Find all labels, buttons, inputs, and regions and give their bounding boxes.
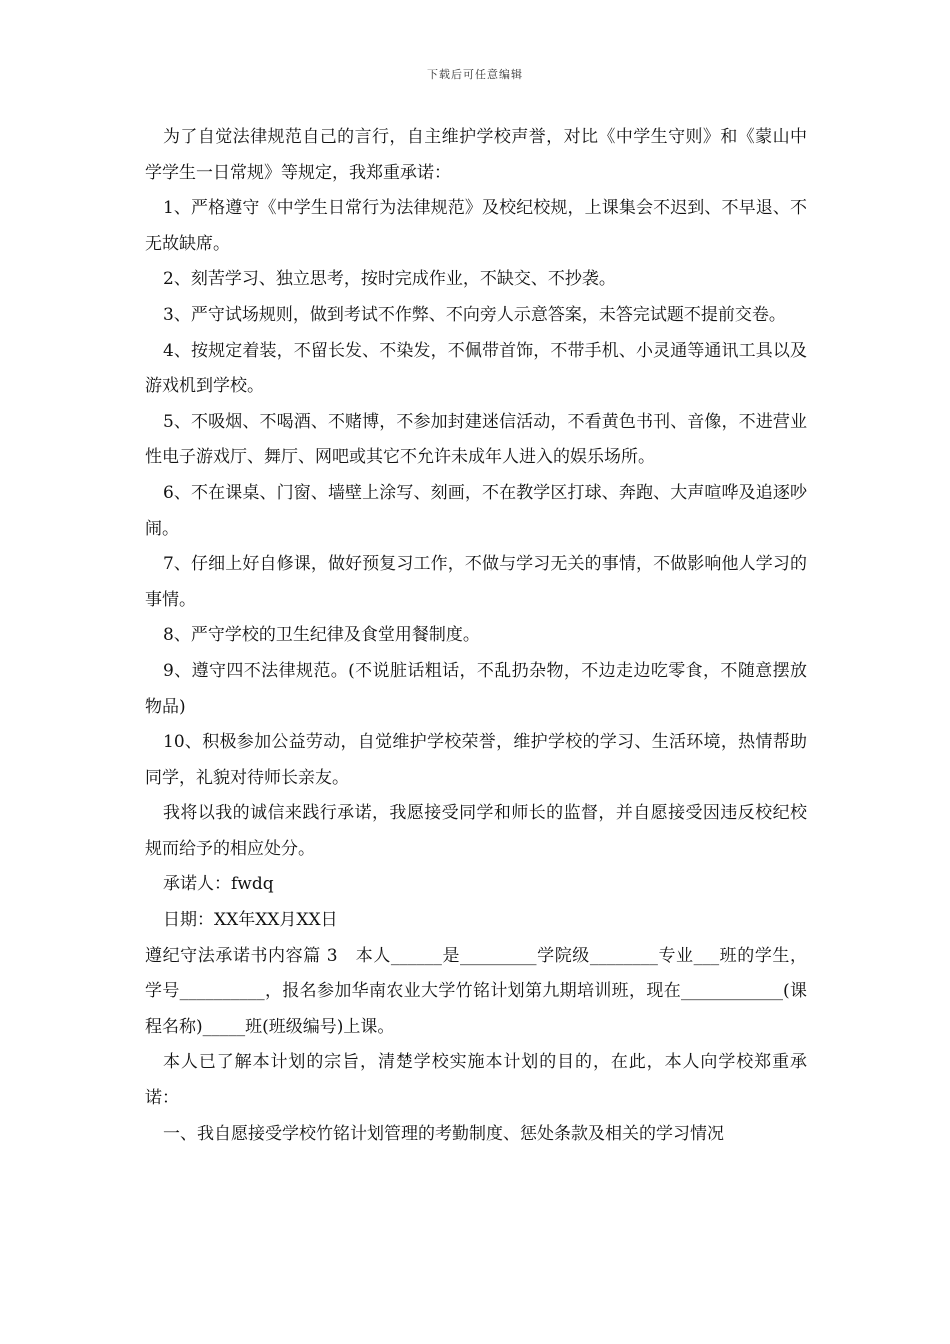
paragraph-item-10: 10、积极参加公益劳动，自觉维护学校荣誉，维护学校的学习、生活环境，热情帮助同学，礼貌对待师长亲友。 xyxy=(145,732,807,788)
paragraph-item-8: 8、严守学校的卫生纪律及食堂用餐制度。 xyxy=(163,625,480,646)
paragraph-section3-item-1: 一、我自愿接受学校竹铭计划管理的考勤制度、惩处条款及相关的学习情况 xyxy=(163,1123,724,1144)
paragraph-item-9: 9、遵守四不法律规范。(不说脏话粗话，不乱扔杂物，不边走边吃零食，不随意摆放物品) xyxy=(145,660,807,717)
page-header-note: 下载后可任意编辑 xyxy=(427,68,523,81)
paragraph-item-7: 7、仔细上好自修课，做好预复习工作，不做与学习无关的事情，不做影响他人学习的事情。 xyxy=(145,554,807,610)
paragraph-pledge: 我将以我的诚信来践行承诺，我愿接受同学和师长的监督，并自愿接受因违反校纪校规而给予的相应处分。 xyxy=(145,803,807,859)
paragraph-item-2: 2、刻苦学习、独立思考，按时完成作业，不缺交、不抄袭。 xyxy=(163,269,616,290)
paragraph-item-1: 1、严格遵守《中学生日常行为法律规范》及校纪校规，上课集会不迟到、不早退、不无故缺席。 xyxy=(145,198,807,254)
paragraph-item-6: 6、不在课桌、门窗、墙壁上涂写、刻画，不在教学区打球、奔跑、大声喧哗及追逐吵闹。 xyxy=(145,482,807,539)
paragraph-item-4: 4、按规定着装，不留长发、不染发，不佩带首饰，不带手机、小灵通等通讯工具以及游戏机到学校。 xyxy=(145,340,807,397)
signer-line: 承诺人：fwdq xyxy=(163,874,274,895)
paragraph-item-5: 5、不吸烟、不喝酒、不赌博，不参加封建迷信活动，不看黄色书刊、音像，不进营业性电子游戏厅、舞厅、网吧或其它不允许未成年人进入的娱乐场所。 xyxy=(145,411,807,468)
paragraph-section3-purpose: 本人已了解本计划的宗旨，清楚学校实施本计划的目的，在此，本人向学校郑重承诺： xyxy=(145,1052,807,1109)
document-body xyxy=(145,120,807,1152)
section3-intro: 遵纪守法承诺书内容篇 3 本人______是_________学院级________专业___班的学生，学号__________，报名参加华南农业大学竹铭计划第九期培训班，现在____________(课程名称)_____班(班级编号)上课。 xyxy=(145,945,807,1037)
paragraph-intro: 为了自觉法律规范自己的言行，自主维护学校声誉，对比《中学生守则》和《蒙山中学学生一日常规》等规定，我郑重承诺： xyxy=(145,127,807,183)
paragraph-item-3: 3、严守试场规则，做到考试不作弊、不向旁人示意答案，未答完试题不提前交卷。 xyxy=(163,304,786,325)
date-line: 日期：XX年XX月XX日 xyxy=(163,910,338,931)
